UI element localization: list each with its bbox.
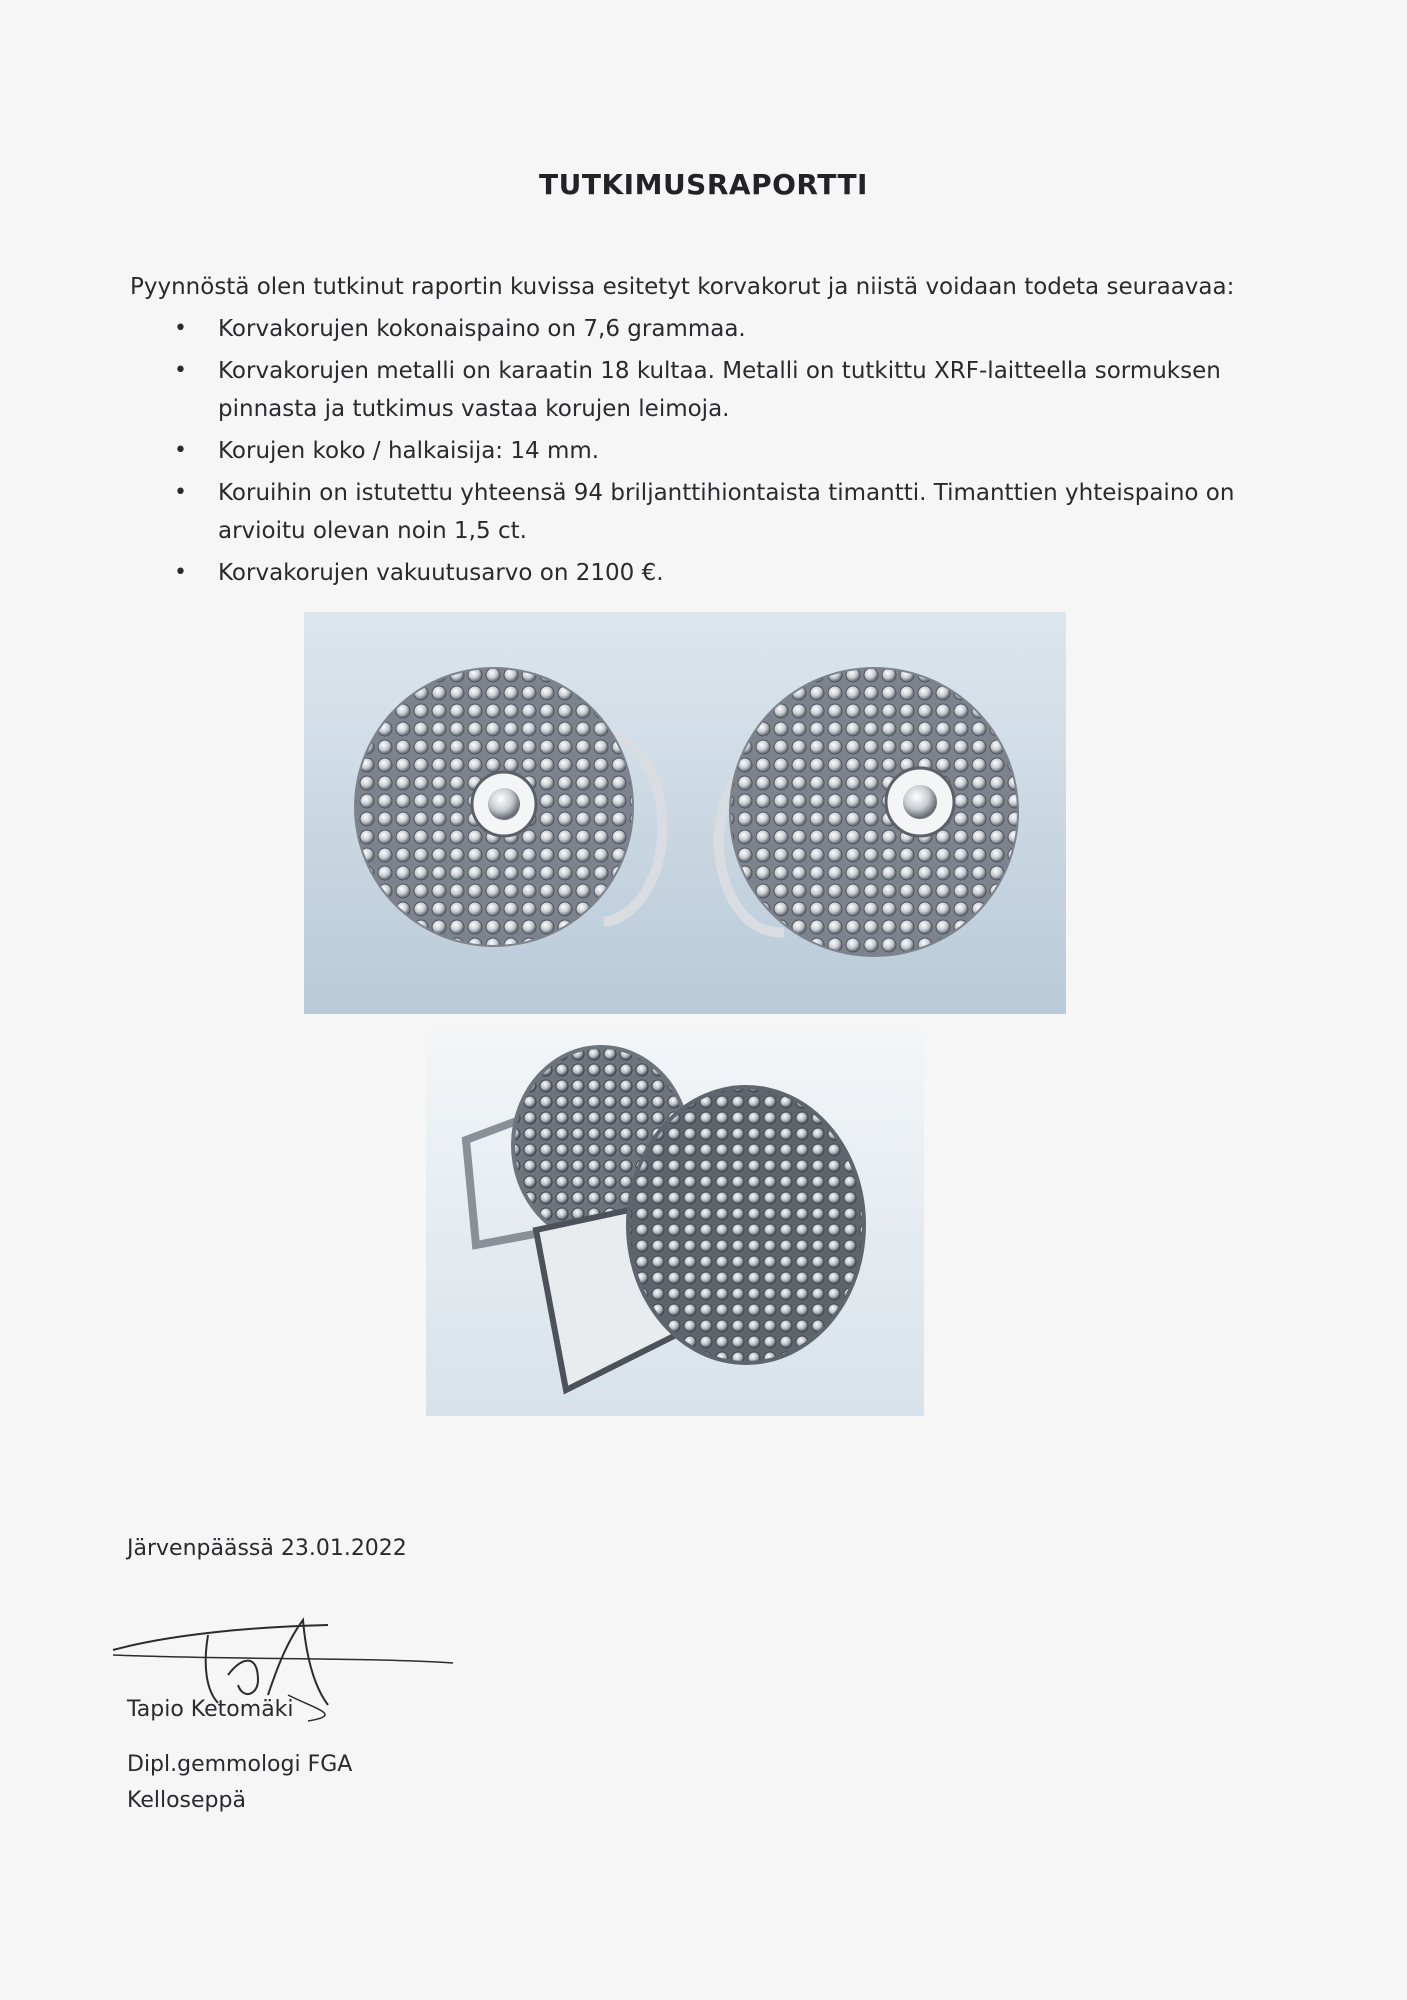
earrings-front-photo	[304, 612, 1066, 1014]
place-date: Järvenpäässä 23.01.2022	[127, 1536, 407, 1561]
finding-text: Koruihin on istutettu yhteensä 94 briljanttihiontaista timantti. Timanttien yhteispaino on	[218, 480, 1235, 506]
finding-text: Korvakorujen vakuutusarvo on 2100 €.	[218, 560, 664, 586]
finding-item	[130, 432, 1280, 470]
signer-name: Tapio Ketomäki	[127, 1697, 294, 1722]
report-title: TUTKIMUSRAPORTTI	[539, 168, 868, 201]
bullet: •	[174, 438, 187, 463]
finding-item	[130, 352, 1280, 428]
finding-text: Korvakorujen metalli on karaatin 18 kultaa. Metalli on tutkittu XRF-laitteella sormuksen	[218, 358, 1221, 384]
findings-list	[130, 310, 1280, 596]
signer-profession: Kelloseppä	[127, 1788, 246, 1813]
bullet: •	[174, 316, 187, 341]
finding-text: Korvakorujen kokonaispaino on 7,6 grammaa.	[218, 316, 746, 342]
bullet: •	[174, 358, 187, 383]
earrings-side-photo	[426, 1030, 924, 1416]
signer-title: Dipl.gemmologi FGA	[127, 1752, 353, 1777]
finding-text-cont: arvioitu olevan noin 1,5 ct.	[218, 518, 527, 544]
bullet: •	[174, 560, 187, 585]
finding-text: Korujen koko / halkaisija: 14 mm.	[218, 438, 600, 464]
finding-item	[130, 310, 1280, 348]
bullet: •	[174, 480, 187, 505]
finding-item	[130, 554, 1280, 592]
finding-item	[130, 474, 1280, 550]
finding-text-cont: pinnasta ja tutkimus vastaa korujen leimoja.	[218, 396, 730, 422]
intro-paragraph: Pyynnöstä olen tutkinut raportin kuvissa esitetyt korvakorut ja niistä voidaan todeta seuraavaa:	[130, 274, 1235, 300]
